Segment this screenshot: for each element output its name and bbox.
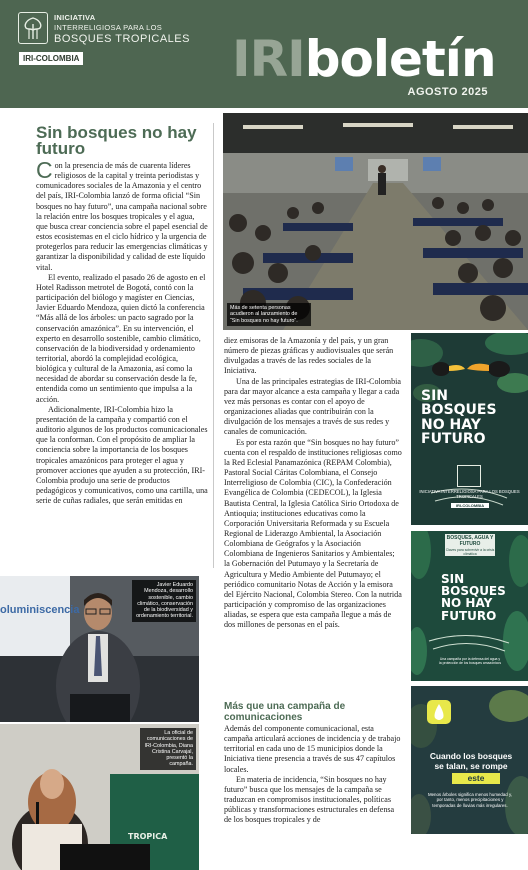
article-middle-column-lower	[224, 724, 402, 826]
tree-logo-icon	[457, 465, 481, 487]
masthead-title	[232, 30, 496, 88]
photo-caption: La oficial de comunicaciones de IRI-Colombia, Diana Cristina Carvajal, presentó la campaña.	[140, 728, 196, 770]
ad-org-name: INICIATIVA INTERRELIGIOSA PARA LOS BOSQUES TROPICALES	[419, 489, 520, 499]
campaign-ad-2	[411, 531, 528, 681]
ad-headline-line: FUTURO	[421, 430, 486, 447]
speaker-photo	[0, 576, 199, 722]
banner-text: TROPICA	[128, 832, 168, 841]
ad-headline-line: BOSQUES	[441, 584, 506, 599]
photo-caption: Javier Eduardo Mendoza, desarrollo sostenible, cambio climático, conservación de la biodiversidad y ordenamiento territorial.	[132, 580, 196, 622]
masthead-boletin: boletín	[304, 30, 496, 88]
article-paragraph: Adicionalmente, IRI-Colombia hizo la presentación de la campaña y compartió con el auditorio algunos de los productos comunicacionales que la conforman. Con el propósito de ampliar la conciencia sobre la importancia de los bosques tropicales amazónicos para proteger el agua y promover acciones que ayuden a su protección, IRI-Colombia produjo una serie de productos pedagógicos y comunicativos, como una cartilla, una serie de cuñas radiales, que serán emitidas en	[36, 404, 208, 506]
article-left-column	[36, 157, 208, 506]
tree-icon	[21, 16, 45, 42]
drop-cap: C	[36, 157, 53, 183]
article-title: Sin bosques no hay futuro	[36, 123, 197, 158]
ad-message-line2: se talan, se rompe	[434, 761, 508, 771]
ad-highlight-text: este equilibrio.	[455, 773, 496, 794]
article-paragraph: El evento, realizado el pasado 26 de agosto en el Hotel Radisson metrotel de Bogotá, contó con la participación del biólogo y magíster en Ciencias, Javier Eduardo Mendoza, quien dictó la conferencia “Más allá de los árboles: un pacto sagrado por la conservación amazónica”. En su intervención, el experto en desarrollo sostenible, cambio climático, conservación de la biodiversidad y ordenamiento territorial, abordó la complejidad ecológica, biológica y cultural de la Amazonia, así como la necesidad de abordar su conservación desde la fe, entendida como un sentimiento que impulsa a la acción.	[36, 272, 206, 404]
article-paragraph: diez emisoras de la Amazonía y del país, y un gran número de piezas gráficas y audiovisuales que serán divulgadas a través de las redes sociales de la Iniciativa.	[224, 336, 394, 376]
column-divider	[213, 123, 214, 568]
article-paragraph: Es por esta razón que “Sin bosques no hay futuro” cuenta con el respaldo de instituciones religiosas como la Red Eclesial Panamazónica (REPAM Colombia), Pastoral Social Cáritas Colombiana, el Consejo Interreligioso de Colombia (CIC), la Confederación Evangélica de Colombia (CEDECOL), la Iglesia Bautista Central, la Iglesia Católica Sirio Ortodoxa de Antioquia; instituciones educativas como la Corporación Universitaria Reformada y su Escuela Regional de Liderazgo Ambiental, la Asociación Colombiana de Geógrafos y la Asociación Colombiana de Ingenieros Sanitarios y Ambientales; la Gobernación del Putumayo y la Secretaría de Agricultura y Medio Ambiente del Putumayo; el periódico comunitario Notas de Acción y la emisora del Ejército Nacional, Colombia Stereo. Con la nutrida participación y compromiso de las organizaciones aliadas, se espera que esta campaña llegue a más de dos millones de personas en el país.	[224, 437, 402, 630]
ad-headline-line: NO HAY	[421, 416, 481, 433]
masthead-banner	[0, 0, 528, 108]
iri-logo	[18, 12, 48, 44]
ad-message-line1: Cuando los bosques	[429, 751, 513, 761]
event-photo	[223, 113, 528, 330]
ad-footer: Una campaña por la defensa del agua y la protección de los bosques amazónicos	[439, 657, 502, 665]
ad-body-text: Menos árboles significa menos humedad y, por tanto, menos precipitaciones y temporadas de lluvias más irregulares.	[427, 792, 513, 808]
paragraph-text: on la presencia de más de cuarenta líderes religiosos de la capital y treinta periodistas y comunicadores sociales de la Amazonia y el centro del país, IRI-Colombia lanzó de forma oficial “Sin bosques no hay futuro”, una campaña nacional sobre la relación entre los bosques tropicales y el agua, que busca crear conciencia sobre el papel esencial de estos ecosistemas en el ciclo hídrico y la urgencia de protegerlos para reducir las emergencias climáticas y garantizar la disponibilidad y calidad de este líquido vital.	[36, 161, 208, 272]
org-name-line2: INTERRELIGIOSA PARA LOS	[54, 23, 163, 32]
org-tag: IRI-COLOMBIA	[19, 52, 83, 65]
ad-headline	[421, 389, 497, 446]
masthead-iri: IRI	[232, 30, 305, 88]
campaign-ad-1	[411, 333, 528, 525]
ad-headline-line: SIN	[421, 388, 449, 404]
ad-top-title: BOSQUES, AGUA Y FUTURO	[446, 535, 494, 547]
article-middle-column	[224, 336, 402, 631]
org-name-line3: BOSQUES TROPICALES	[54, 33, 190, 45]
projection-slide-text: oluminiscencia	[0, 604, 80, 616]
article-paragraph: Además del componente comunicacional, esta campaña articulará acciones de incidencia y de trabajo territorial en cada uno de 15 municipios donde la Iniciativa tiene presencia a través de sus 47 capítulos locales.	[224, 724, 401, 774]
ad-org-tag: IRI-COLOMBIA	[451, 503, 489, 508]
org-name-line1: INICIATIVA	[54, 13, 96, 22]
ad-headline	[441, 573, 506, 622]
article-paragraph	[36, 157, 208, 273]
campaign-ad-3	[411, 686, 528, 834]
issue-date: AGOSTO 2025	[407, 86, 488, 98]
ad-top-subtitle: Claves para sobrevivir a la crisis climática	[445, 548, 495, 556]
article-paragraph: En materia de incidencia, “Sin bosques no hay futuro” busca que los mensajes de la campaña se traduzcan en compromisos institucionales, políticas públicas y transformaciones estructurales en defensa de los bosques tropicales y de	[224, 774, 395, 825]
ad-headline-line: SIN	[441, 572, 465, 586]
article-paragraph: Una de las principales estrategias de IRI-Colombia para dar mayor alcance a esta campaña y llegar a cada vez más personas es contar con el apoyo de organizaciones aliadas que contribuirán con la divulgación de los mensajes a través de sus redes y canales de comunicación.	[224, 376, 401, 437]
ad-headline-line: NO HAY	[441, 596, 493, 611]
section-subhead: Más que una campaña de comunicaciones	[224, 701, 346, 723]
ad-headline-line: BOSQUES	[421, 402, 497, 419]
officer-photo	[0, 724, 199, 870]
conference-room-image	[223, 113, 528, 330]
ad-headline-line: FUTURO	[441, 608, 497, 623]
photo-caption: Más de setenta personas acudieron al lanzamiento de “Sin bosques no hay futuro”.	[227, 303, 311, 326]
